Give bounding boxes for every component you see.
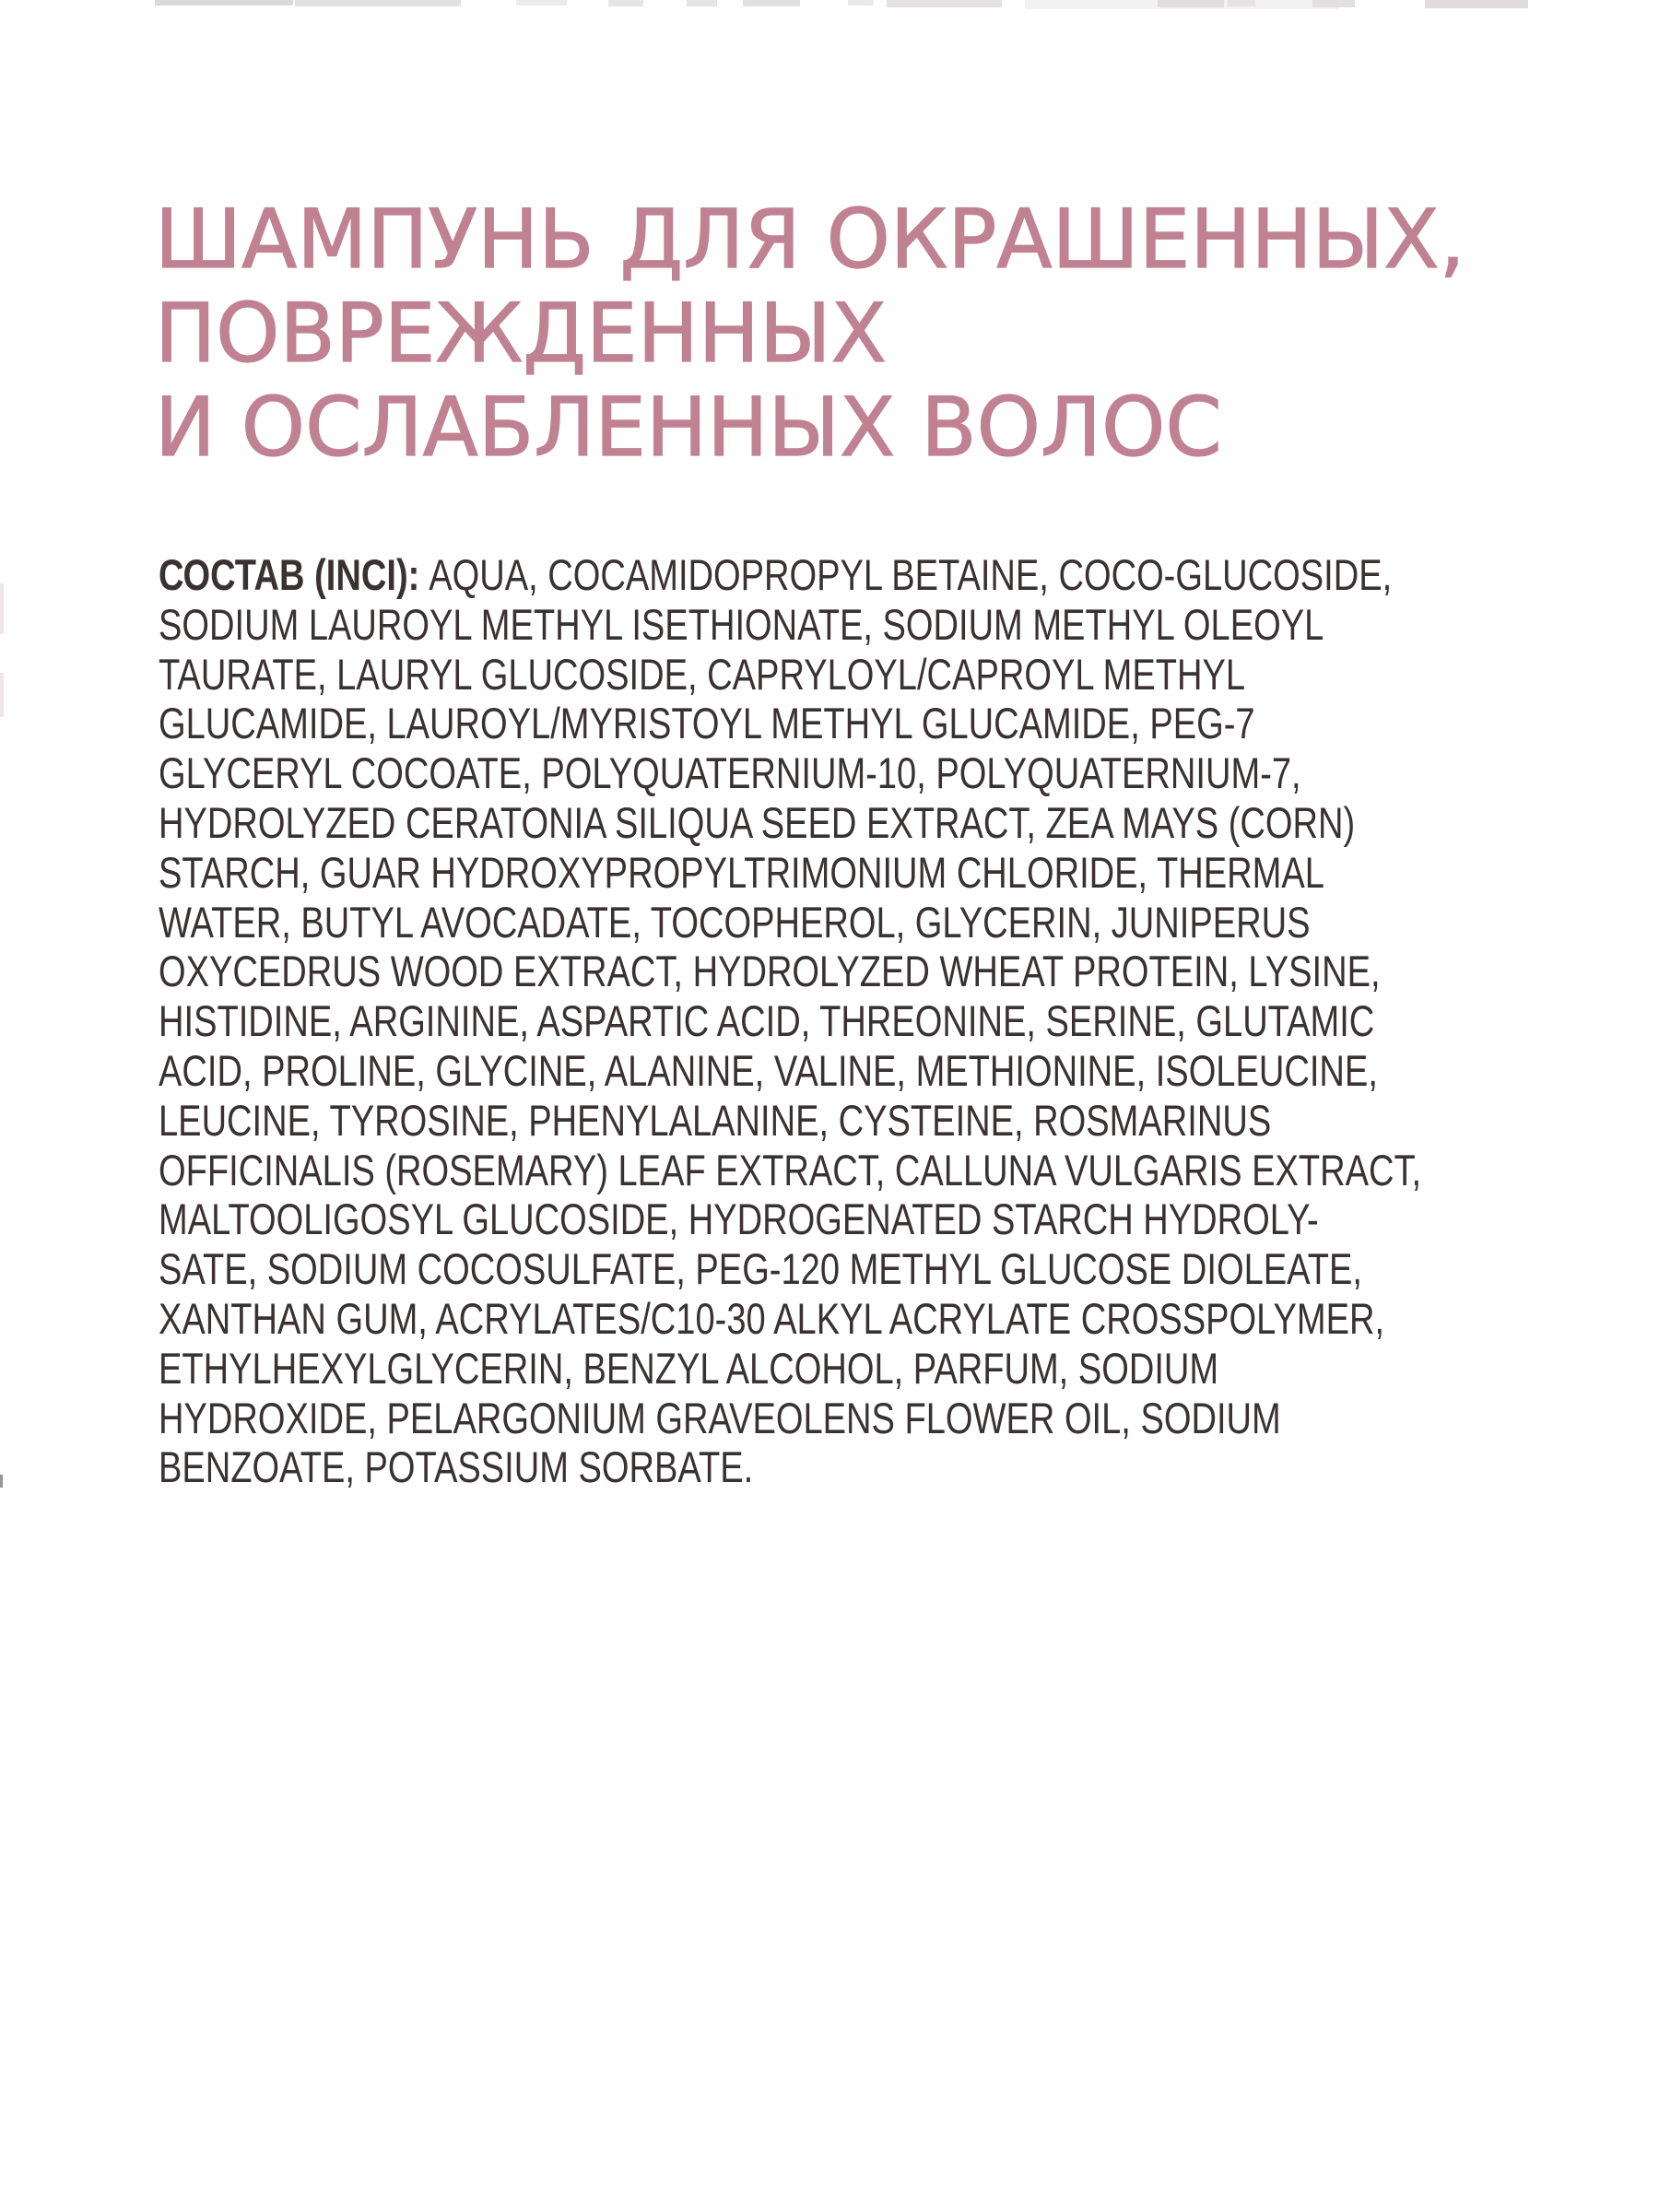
inci-line: GLYCERYL COCOATE, POLYQUATERNIUM-10, POLYQUATERNIUM-7, — [159, 748, 1301, 798]
top-edge-artifact — [1228, 0, 1255, 6]
left-edge-artifact — [0, 673, 4, 717]
top-edge-artifact — [1158, 0, 1224, 7]
product-title-line: ШАМПУНЬ ДЛЯ ОКРАШЕННЫХ, — [155, 192, 1465, 287]
inci-line: OFFICINALIS (ROSEMARY) LEAF EXTRACT, CALLUNA VULGARIS EXTRACT, — [159, 1145, 1422, 1194]
product-title-line: И ОСЛАБЛЕННЫХ ВОЛОС — [155, 380, 1222, 475]
inci-line: ACID, PROLINE, GLYCINE, ALANINE, VALINE, METHIONINE, ISOLEUCINE, — [159, 1045, 1378, 1095]
inci-line: XANTHAN GUM, ACRYLATES/C10-30 ALKYL ACRYLATE CROSSPOLYMER, — [159, 1293, 1385, 1343]
inci-line: HYDROXIDE, PELARGONIUM GRAVEOLENS FLOWER OIL, SODIUM — [159, 1393, 1281, 1442]
top-edge-artifact — [295, 0, 461, 6]
inci-line: STARCH, GUAR HYDROXYPROPYLTRIMONIUM CHLORIDE, THERMAL — [159, 847, 1324, 897]
left-edge-artifact — [0, 583, 4, 634]
inci-line: BENZOATE, POTASSIUM SORBATE. — [159, 1442, 754, 1492]
top-edge-artifact — [1312, 0, 1355, 7]
inci-line: HYDROLYZED CERATONIA SILIQUA SEED EXTRACT, ZEA MAYS (CORN) — [159, 797, 1356, 847]
top-edge-artifact — [743, 0, 800, 6]
top-edge-artifact — [516, 0, 567, 6]
inci-line: LEUCINE, TYROSINE, PHENYLALANINE, CYSTEINE, ROSMARINUS — [159, 1095, 1272, 1145]
top-edge-artifact — [887, 0, 1002, 7]
inci-line: SATE, SODIUM COCOSULFATE, PEG-120 METHYL GLUCOSE DIOLEATE, — [159, 1244, 1362, 1294]
inci-line — [159, 550, 1421, 600]
inci-line: WATER, BUTYL AVOCADATE, TOCOPHEROL, GLYCERIN, JUNIPERUS — [159, 897, 1311, 947]
inci-line: HISTIDINE, ARGININE, ASPARTIC ACID, THREONINE, SERINE, GLUTAMIC — [159, 996, 1375, 1046]
top-edge-artifact — [155, 0, 293, 6]
product-title-line: ПОВРЕЖДЕННЫХ — [155, 286, 887, 381]
top-edge-artifact — [687, 0, 717, 6]
inci-line: TAURATE, LAURYL GLUCOSIDE, CAPRYLOYL/CAPROYL METHYL — [159, 649, 1246, 699]
inci-line: MALTOOLIGOSYL GLUCOSIDE, HYDROGENATED STARCH HYDROLY- — [159, 1194, 1319, 1244]
inci-line: OXYCEDRUS WOOD EXTRACT, HYDROLYZED WHEAT PROTEIN, LYSINE, — [159, 947, 1381, 996]
top-edge-artifact — [1425, 0, 1528, 8]
left-edge-artifact — [0, 1475, 3, 1488]
inci-line-text: AQUA, COCAMIDOPROPYL BETAINE, COCO-GLUCOSIDE, — [429, 550, 1393, 599]
inci-line: ETHYLHEXYLGLYCERIN, BENZYL ALCOHOL, PARFUM, SODIUM — [159, 1343, 1219, 1393]
inci-label: СОСТАВ (INCI): — [159, 550, 420, 599]
top-edge-artifact — [608, 0, 643, 6]
inci-paragraph — [159, 550, 1421, 1492]
top-edge-artifact — [848, 0, 874, 6]
inci-line: SODIUM LAUROYL METHYL ISETHIONATE, SODIUM METHYL OLEOYL — [159, 599, 1324, 649]
inci-line: GLUCAMIDE, LAUROYL/MYRISTOYL METHYL GLUCAMIDE, PEG-7 — [159, 699, 1255, 748]
product-title — [155, 193, 1465, 475]
